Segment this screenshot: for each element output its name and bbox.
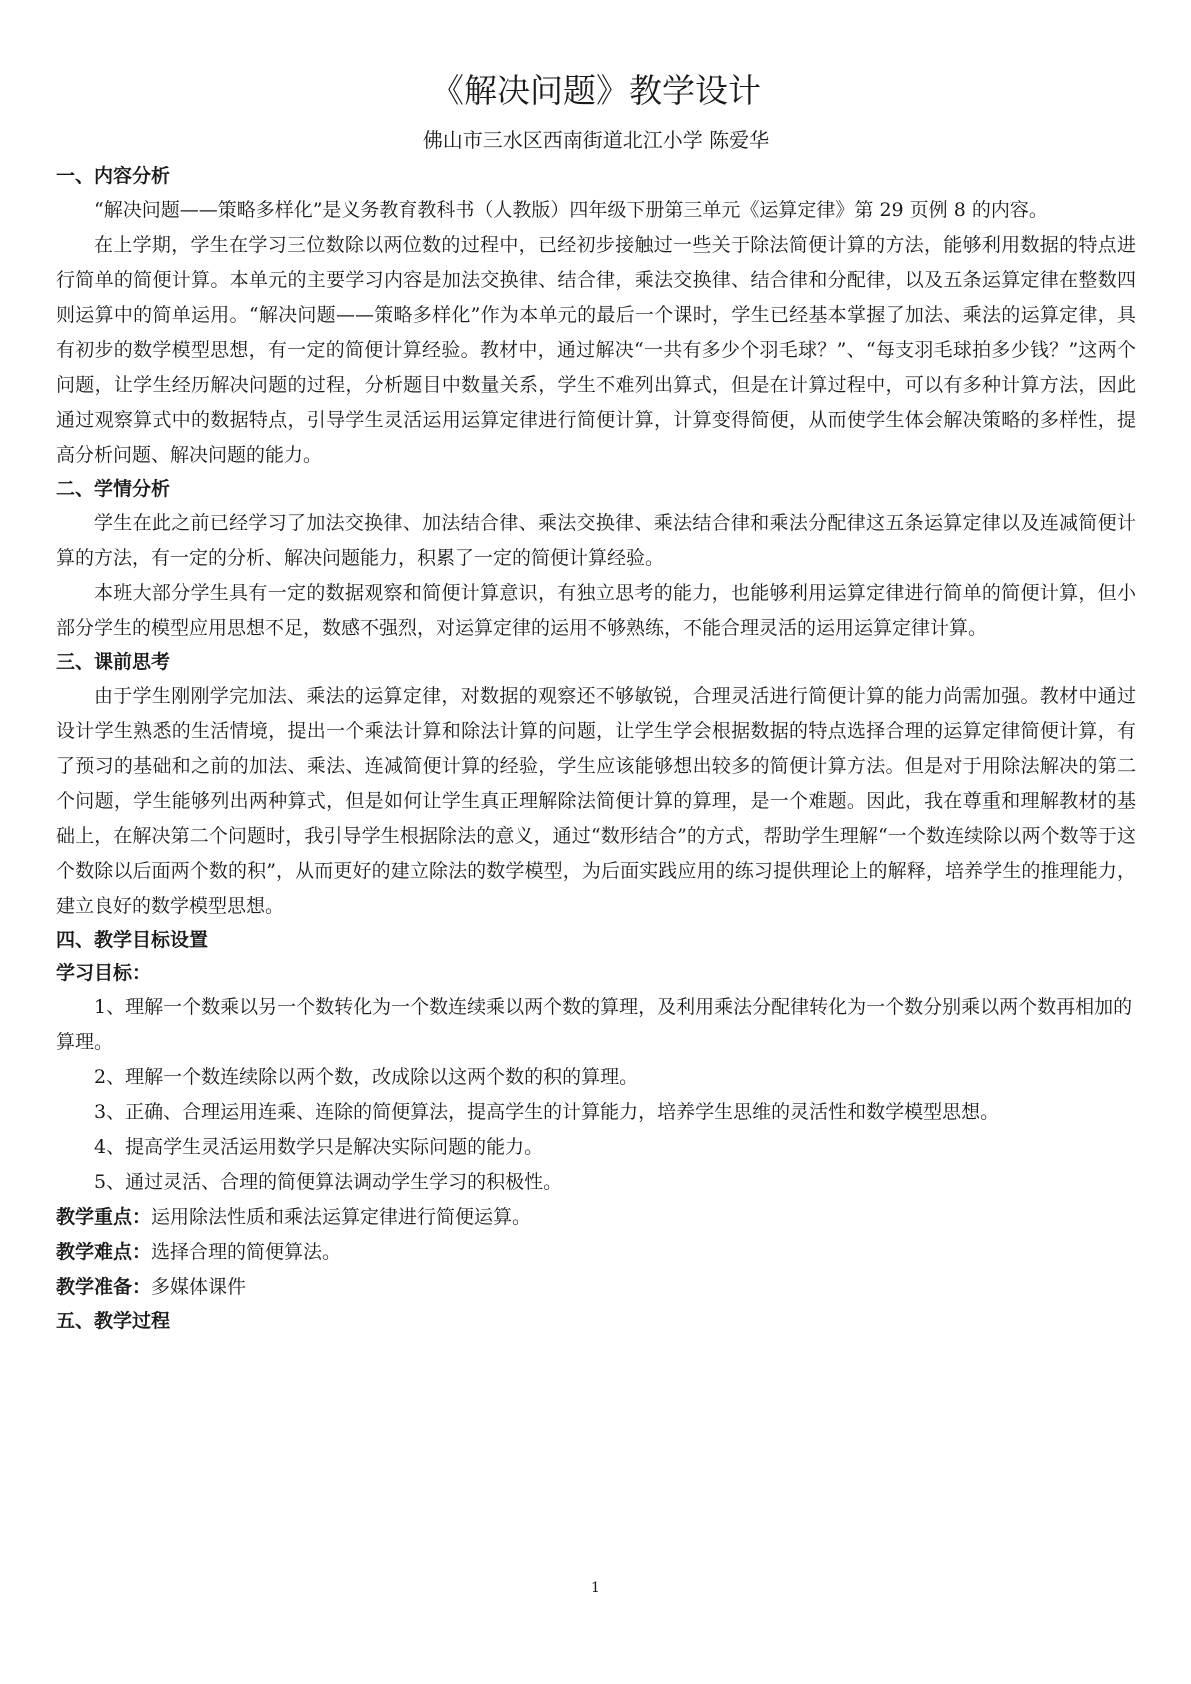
- goal-item: 5、通过灵活、合理的简便算法调动学生学习的积极性。: [94, 1171, 563, 1193]
- paragraph: 本班大部分学生具有一定的数据观察和简便计算意识，有独立思考的能力，也能够利用运算定律进行简单的简便计算，但小部分学生的模型应用思想不足，数感不强烈，对运算定律的运用不够熟练，不能合理灵活的运用运算定律计算。: [56, 582, 1136, 639]
- preparation-value: 多媒体课件: [151, 1276, 247, 1298]
- subheading: 学习目标：: [56, 962, 152, 984]
- difficulty-label: 教学难点：: [56, 1241, 152, 1263]
- document-page: [56, 62, 1136, 1338]
- key-point-label: 教学重点：: [56, 1206, 152, 1228]
- goal-item: 4、提高学生灵活运用数学只是解决实际问题的能力。: [94, 1136, 544, 1158]
- author-line: 佛山市三水区西南街道北江小学 陈爱华: [422, 128, 770, 152]
- preparation-label: 教学准备：: [56, 1276, 152, 1298]
- key-point-value: 运用除法性质和乘法运算定律进行简便运算。: [151, 1206, 532, 1228]
- goal-item: 3、正确、合理运用连乘、连除的简便算法，提高学生的计算能力，培养学生思维的灵活性和数学模型思想。: [94, 1101, 1000, 1123]
- teaching-preparation: [56, 1270, 1136, 1305]
- section-heading: 三、课前思考: [56, 651, 171, 673]
- section-heading: 四、教学目标设置: [56, 929, 209, 951]
- teaching-difficulty: [56, 1235, 1136, 1270]
- goal-item: 1、理解一个数乘以另一个数转化为一个数连续乘以两个数的算理，及利用乘法分配律转化为一个数分别乘以两个数再相加的算理。: [56, 996, 1133, 1053]
- paragraph: 学生在此之前已经学习了加法交换律、加法结合律、乘法交换律、乘法结合律和乘法分配律这五条运算定律以及连减简便计算的方法，有一定的分析、解决问题能力，积累了一定的简便计算经验。: [56, 512, 1136, 569]
- section-heading: 二、学情分析: [56, 478, 171, 500]
- paragraph: 在上学期，学生在学习三位数除以两位数的过程中，已经初步接触过一些关于除法简便计算的方法，能够利用数据的特点进行简单的简便计算。本单元的主要学习内容是加法交换律、结合律，乘法交换律、结合律和分配律，以及五条运算定律在整数四则运算中的简单运用。“解决问题——策略多样化”作为本单元的最后一个课时，学生已经基本掌握了加法、乘法的运算定律，具有初步的数学模型思想，有一定的简便计算经验。教材中，通过解决“一共有多少个羽毛球？”、“每支羽毛球拍多少钱？”这两个问题，让学生经历解决问题的过程，分析题目中数量关系，学生不难列出算式，但是在计算过程中，可以有多种计算方法，因此通过观察算式中的数据特点，引导学生灵活运用运算定律进行简便计算，计算变得简便，从而使学生体会解决策略的多样性，提高分析问题、解决问题的能力。: [56, 234, 1136, 466]
- section-heading: 一、内容分析: [56, 165, 171, 187]
- page-number: 1: [591, 1580, 600, 1596]
- difficulty-value: 选择合理的简便算法。: [151, 1241, 342, 1263]
- teaching-key-point: [56, 1200, 1136, 1235]
- goal-item: 2、理解一个数连续除以两个数，改成除以这两个数的积的算理。: [94, 1066, 639, 1088]
- document-title: 《解决问题》教学设计: [431, 71, 761, 110]
- section-heading: 五、教学过程: [56, 1310, 171, 1332]
- paragraph: 由于学生刚刚学完加法、乘法的运算定律，对数据的观察还不够敏锐，合理灵活进行简便计算的能力尚需加强。教材中通过设计学生熟悉的生活情境，提出一个乘法计算和除法计算的问题，让学生学会根据数据的特点选择合理的运算定律简便计算，有了预习的基础和之前的加法、乘法、连减简便计算的经验，学生应该能够想出较多的简便计算方法。但是对于用除法解决的第二个问题，学生能够列出两种算式，但是如何让学生真正理解除法简便计算的算理，是一个难题。因此，我在尊重和理解教材的基础上，在解决第二个问题时，我引导学生根据除法的意义，通过“数形结合”的方式，帮助学生理解“一个数连续除以两个数等于这个数除以后面两个数的积”，从而更好的建立除法的数学模型，为后面实践应用的练习提供理论上的解释，培养学生的推理能力，建立良好的数学模型思想。: [56, 685, 1136, 917]
- paragraph: “解决问题——策略多样化”是义务教育教科书（人教版）四年级下册第三单元《运算定律》第 29 页例 8 的内容。: [94, 199, 1048, 221]
